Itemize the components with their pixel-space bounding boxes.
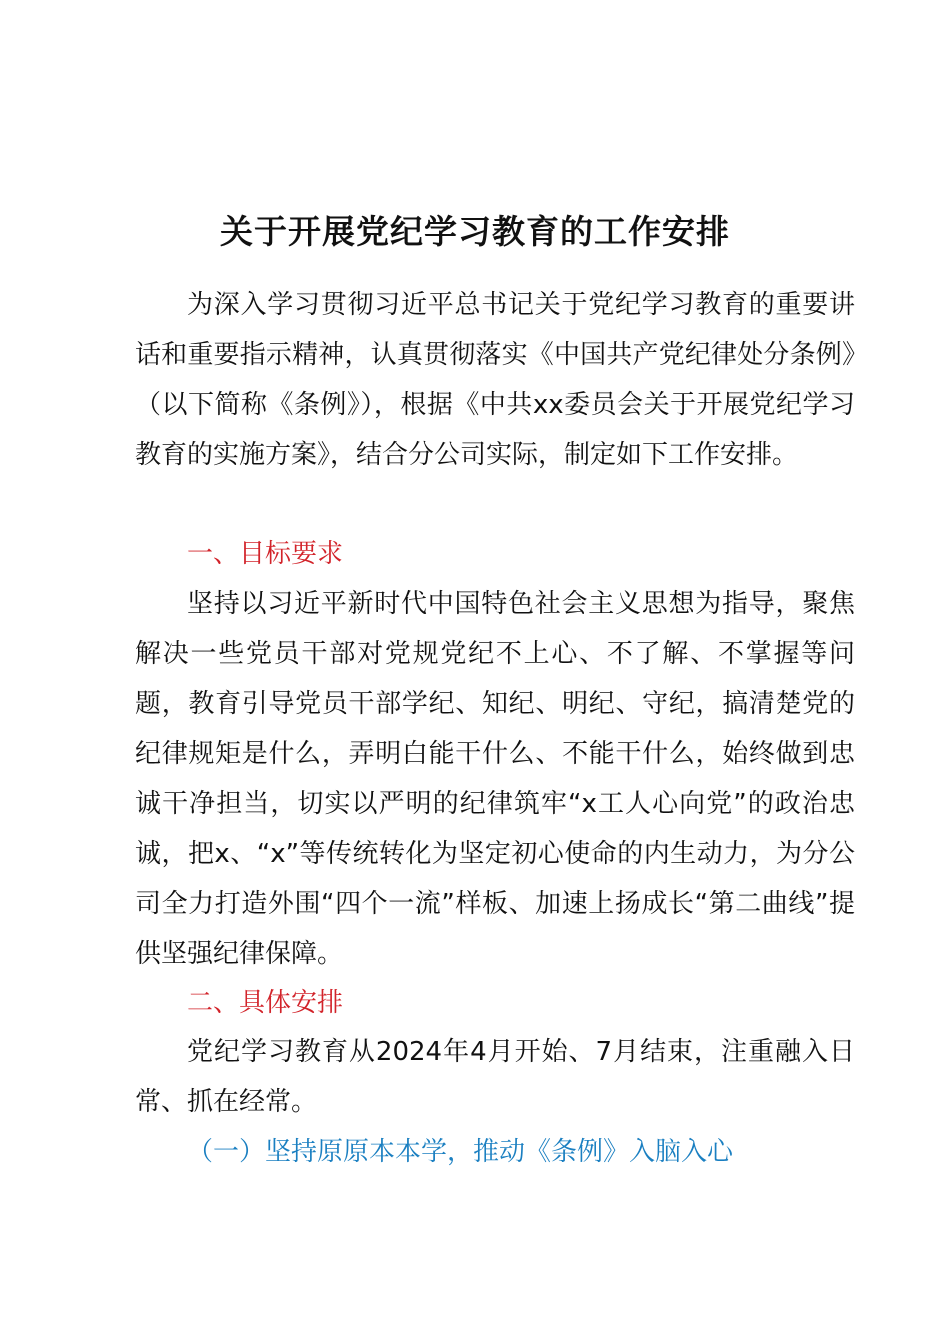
intro-paragraph: 为深入学习贯彻习近平总书记关于党纪学习教育的重要讲话和重要指示精神，认真贯彻落实《中国共产党纪律处分条例》（以下简称《条例》），根据《中共xx委员会关于开展党纪学习教育的实施方案》，结合分公司实际，制定如下工作安排。 (135, 290, 855, 470)
subsection-1-heading: （一）坚持原原本本学，推动《条例》入脑入心 (187, 1137, 734, 1167)
section-2-body: 党纪学习教育从2024年4月开始、7月结束，注重融入日常、抓在经常。 (135, 1037, 855, 1117)
document-title: 关于开展党纪学习教育的工作安排 (220, 212, 730, 251)
section-2-heading: 二、具体安排 (187, 988, 344, 1018)
section-1-body: 坚持以习近平新时代中国特色社会主义思想为指导，聚焦解决一些党员干部对党规党纪不上心、不了解、不掌握等问题，教育引导党员干部学纪、知纪、明纪、守纪，搞清楚党的纪律规矩是什么，弄明白能干什么、不能干什么，始终做到忠诚干净担当，切实以严明的纪律筑牢“x工人心向党”的政治忠诚，把x、“x”等传统转化为坚定初心使命的内生动力，为分公司全力打造外围“四个一流”样板、加速上扬成长“第二曲线”提供坚强纪律保障。 (135, 589, 855, 969)
section-1-heading: 一、目标要求 (187, 539, 344, 569)
